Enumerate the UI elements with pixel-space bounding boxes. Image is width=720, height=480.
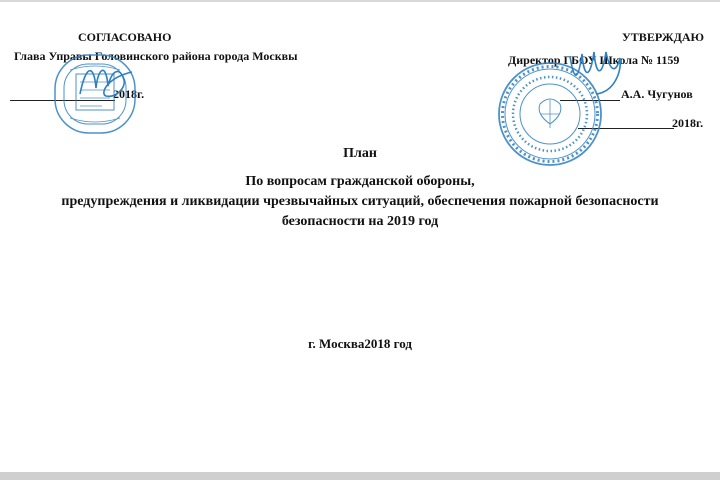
plan-title: План xyxy=(343,146,377,161)
approved-date: 2018г. xyxy=(672,116,704,130)
bottom-border xyxy=(0,472,720,480)
agreed-heading: СОГЛАСОВАНО xyxy=(78,30,172,44)
agreed-position: Глава Управы Головинского района города Москвы xyxy=(14,49,298,63)
left-signature-icon xyxy=(76,58,136,104)
top-border xyxy=(0,0,720,2)
approved-position: Директор ГБОУ Школа № 1159 xyxy=(508,53,680,67)
place-and-year: г. Москва2018 год xyxy=(308,336,412,351)
approved-name: А.А. Чугунов xyxy=(621,87,693,101)
plan-subtitle-line-2: предупреждения и ликвидации чрезвычайных ситуаций, обеспечения пожарной безопасности xyxy=(61,194,659,209)
approved-heading: УТВЕРЖДАЮ xyxy=(622,30,705,44)
right-signature-icon xyxy=(566,42,630,98)
plan-subtitle-line-3: безопасности на 2019 год xyxy=(281,214,439,229)
agreed-date: 2018г. xyxy=(113,87,145,101)
plan-subtitle-line-1: По вопросам гражданской обороны, xyxy=(245,174,475,189)
